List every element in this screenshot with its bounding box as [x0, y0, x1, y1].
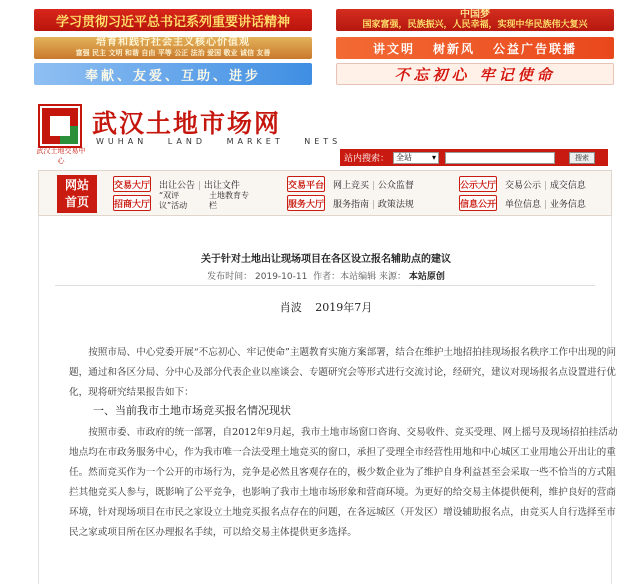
site-title: 武汉土地市场网: [92, 109, 282, 138]
article-panel: [38, 216, 618, 584]
nav-link-online-bid[interactable]: 网上竞买: [333, 181, 370, 191]
nav-link-service-guide[interactable]: 服务指南: [333, 200, 370, 210]
nav-link-deal-info[interactable]: 成交信息: [549, 181, 586, 191]
banner-civilization[interactable]: 讲文明 树新风 公益广告联播: [336, 37, 614, 59]
search-button[interactable]: 搜索: [569, 152, 595, 164]
article-meta: 发布时间： 2019-10-11 作者：本站编辑 来源： 本站原创: [207, 272, 445, 282]
banner-core-values[interactable]: 培育和践行社会主义核心价值观 富强 民主 文明 和谐 自由 平等 公正 法治 爱国 敬业 诚信 友善: [34, 37, 312, 59]
nav-investment-hall[interactable]: 招商大厅: [113, 195, 151, 211]
nav-info-disclosure[interactable]: 信息公开: [459, 195, 497, 211]
search-scope-select[interactable]: 全站 ▾: [393, 152, 439, 164]
search-bar: [340, 149, 608, 166]
site-subtitle: WUHAN LAND MARKET NETS: [96, 137, 342, 146]
nav-trading-hall[interactable]: 交易大厅: [113, 176, 151, 192]
nav-service-hall[interactable]: 服务大厅: [287, 195, 325, 211]
search-label: 站内搜索：: [344, 154, 390, 164]
banner-study-xi-speech[interactable]: 学习贯彻习近平总书记系列重要讲话精神: [34, 9, 312, 31]
article-section-heading: 一、当前我市土地市场竞买报名情况现状: [93, 404, 291, 417]
nav-home-button[interactable]: 网站首页: [57, 175, 97, 213]
banner-volunteer[interactable]: 奉献、友爱、互助、进步: [34, 63, 312, 85]
main-nav: 网站首页 交易大厅 出让公告 | 出让文件 招商大厅 “双评议”活动 土地教育专栏 交易平台 网上竞买 | 公众监督 服务大厅 服务指南 | 政策法规 公示大厅 交易公示 | 成交信息 信息公开 单位信息 | 业务信息: [38, 170, 612, 216]
nav-link-documents[interactable]: 出让文件: [203, 181, 240, 191]
nav-link-announcement[interactable]: 出让公告: [159, 181, 196, 191]
logo-caption: 武汉土地交易中心: [36, 147, 86, 165]
banner-china-dream[interactable]: 中国梦 国家富强，民族振兴，人民幸福，实现中华民族伟大复兴: [336, 9, 614, 31]
banner-never-forget[interactable]: 不忘初心 牢记使命: [336, 63, 614, 85]
nav-link-business-info[interactable]: 业务信息: [549, 200, 586, 210]
nav-link-trade-publicity[interactable]: 交易公示: [505, 181, 542, 191]
search-input[interactable]: [445, 152, 555, 164]
article-paragraph: 按照市委、市政府的统一部署，自2012年9月起，我市土地市场窗口咨询、交易收件、竞买受理、网上摇号及现场招拍挂活动地点均在市政务服务中心，作为我市唯一合法受理土地竞买的窗口，承担了受理全市经营性用地和中心城区工业用地公开出让的重任。然而竞买作为一个公开的市场行为，竞争是必然且客观存在的，极少数企业为了维护自身利益甚至会采取一些不恰当的方式阻拦其他竞买人参与，既影响了公平竞争，也影响了我市土地市场形象和营商环境。为更好的给交易主体提供便利，维护良好的营商环境，针对现场项目在市民之家设立土地竞买报名点存在的问题，在各远城区（开发区）增设辅助报名点，由竞买人自行选择至市民之家或项目所在区办理报名手续，可以给交易主体提供更多选择。: [69, 427, 618, 538]
article-title: 关于针对土地出让现场项目在各区设立报名辅助点的建议: [201, 254, 451, 265]
nav-link-dual-review[interactable]: “双评议”活动: [159, 191, 188, 210]
article-author: 肖波 2019年7月: [279, 301, 373, 314]
nav-publicity-hall[interactable]: 公示大厅: [459, 176, 497, 192]
nav-link-public-supervision[interactable]: 公众监督: [377, 181, 414, 191]
article-paragraph: 按照市局、中心党委开展“不忘初心、牢记使命”主题教育实施方案部署，结合在维护土地招拍挂现场报名秩序工作中出现的问题，通过和各区分局、分中心及部分代表企业以座谈会、专题研究会等形式进行交流讨论，经研究，建议对现场报名点设置进行优化，现将研究结果报告如下：: [69, 347, 617, 398]
site-logo-icon[interactable]: [38, 104, 82, 148]
title-divider: [55, 285, 595, 286]
nav-link-unit-info[interactable]: 单位信息: [505, 200, 542, 210]
nav-link-land-education[interactable]: 土地教育专栏: [209, 191, 249, 210]
nav-link-policies[interactable]: 政策法规: [377, 200, 414, 210]
chevron-down-icon: ▾: [432, 153, 437, 162]
nav-trading-platform[interactable]: 交易平台: [287, 176, 325, 192]
